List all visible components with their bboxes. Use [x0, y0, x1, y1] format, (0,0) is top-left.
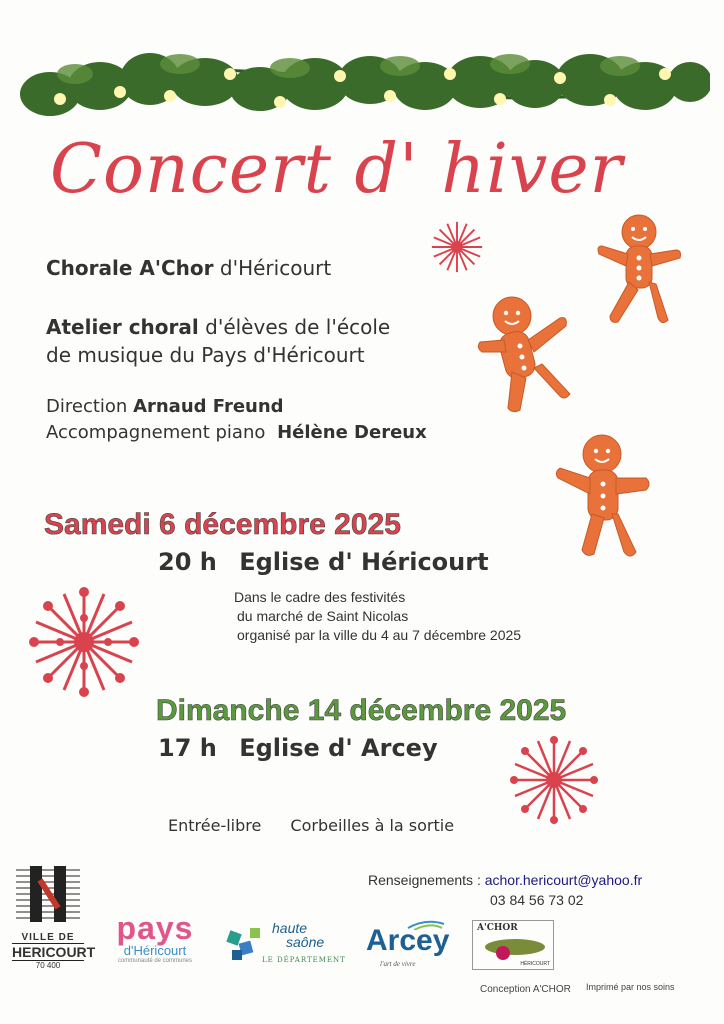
atelier-text-2: de musique du Pays d'Héricourt [46, 343, 365, 367]
pianist-name: Hélène Dereux [277, 422, 427, 443]
contact-phone: 03 84 56 73 02 [490, 892, 584, 908]
event1-venue: Eglise d' Héricourt [239, 548, 489, 576]
contact-line [368, 872, 642, 888]
achor-tag: HÉRICOURT [520, 961, 550, 967]
entry-line [168, 816, 454, 835]
choir-line [46, 256, 331, 280]
haute-saone-tag: LE DÉPARTEMENT [262, 956, 346, 964]
hericourt-line-2: HERICOURT [12, 944, 96, 960]
event2-time: 17 h [158, 734, 217, 762]
choir-place: d'Héricourt [219, 256, 332, 280]
contact-email[interactable]: achor.hericourt@yahoo.fr [484, 872, 643, 888]
direction-line [46, 396, 284, 417]
event2-venue: Eglise d' Arcey [239, 734, 438, 762]
arcey-tag: l'art de vivre [380, 960, 416, 968]
choir-name: Chorale A'Chor [46, 256, 214, 280]
atelier-line-1 [46, 315, 390, 339]
achor-emblem-icon [481, 933, 547, 963]
achor-word: A'CHOR [477, 923, 518, 933]
snowflake-icon [28, 586, 140, 698]
pays-tag: communauté de communes [117, 958, 193, 964]
snowflake-icon [508, 734, 600, 826]
event2-date: Dimanche 14 décembre 2025 [156, 694, 567, 727]
pays-hericourt-logo [100, 912, 210, 972]
gingerbread-man-icon [476, 294, 572, 416]
event1-note-3: organisé par la ville du 4 au 7 décembre 2025 [237, 627, 522, 643]
pays-word: pays [116, 910, 194, 946]
atelier-text-1: d'élèves de l'école [205, 315, 391, 339]
poster-title: Concert d' hiver [50, 130, 624, 209]
contact-label: Renseignements : [368, 872, 481, 888]
entry-free: Entrée-libre [168, 816, 262, 835]
direction-label: Direction [46, 396, 128, 417]
gingerbread-man-icon [554, 432, 654, 562]
design-credit: Conception A'CHOR [480, 984, 571, 995]
event1-note-2: du marché de Saint Nicolas [237, 608, 409, 624]
event1-time-venue [158, 548, 489, 576]
hericourt-line-1: VILLE DE [21, 932, 75, 943]
christmas-garland [20, 34, 710, 144]
snowflake-icon [428, 218, 486, 276]
event1-time: 20 h [158, 548, 217, 576]
hericourt-emblem-icon [12, 860, 84, 928]
event1-note-1: Dans le cadre des festivités [234, 589, 406, 605]
hericourt-logo [12, 860, 96, 972]
entry-basket: Corbeilles à la sortie [290, 816, 455, 835]
haute-saone-line-1: haute [272, 920, 308, 936]
haute-saone-line-2: saône [286, 934, 325, 950]
event1-date: Samedi 6 décembre 2025 [44, 508, 401, 541]
event2-time-venue [158, 734, 438, 762]
arcey-logo [366, 918, 450, 970]
hericourt-code: 70 400 [35, 961, 61, 970]
gingerbread-man-icon [596, 212, 682, 328]
director-name: Arnaud Freund [133, 396, 284, 417]
piano-label: Accompagnement piano [46, 422, 266, 443]
print-credit: Imprimé par nos soins [586, 982, 675, 992]
haute-saone-logo [224, 920, 346, 970]
pays-sub: d'Héricourt [123, 943, 187, 958]
piano-line [46, 422, 427, 443]
achor-logo [472, 920, 554, 970]
arcey-word: Arcey [366, 924, 450, 957]
atelier-name: Atelier choral [46, 315, 199, 339]
